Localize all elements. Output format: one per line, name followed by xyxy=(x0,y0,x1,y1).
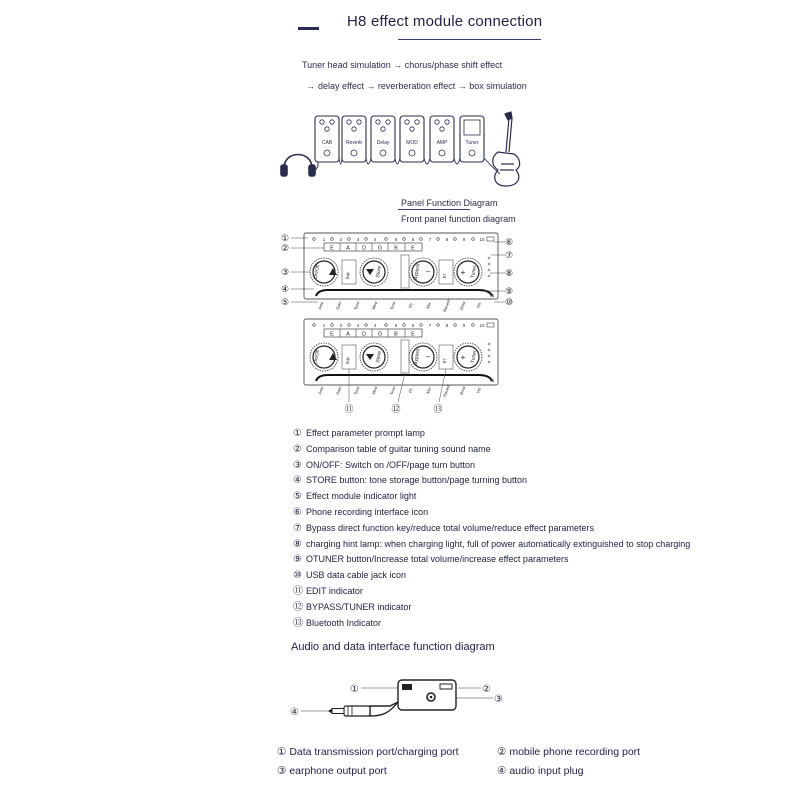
front-panel-subtitle: Front panel function diagram xyxy=(401,214,516,224)
legend-item xyxy=(293,489,690,505)
pedal-mod xyxy=(400,116,424,162)
port-desc-3: ③ earphone output port xyxy=(277,765,387,777)
knob-label: Mod xyxy=(370,385,379,395)
audio-interface-title: Audio and data interface function diagram xyxy=(291,641,495,653)
guitar-icon xyxy=(493,112,520,186)
lamp-number: 2 xyxy=(339,323,343,328)
callouts-right xyxy=(505,237,513,307)
string-label: D xyxy=(362,331,366,338)
lamp-number: 9 xyxy=(462,323,466,328)
pedal-label: Tuner xyxy=(465,140,479,146)
legend-text: BYPASS/TUNER indicator xyxy=(306,601,412,612)
pedal-reverb xyxy=(342,116,366,162)
knob-label: Tone xyxy=(352,300,361,311)
bt-label: BT xyxy=(441,272,448,279)
lamp-number: 8 xyxy=(445,237,449,242)
string-label: G xyxy=(377,245,383,252)
knob-label: Amp xyxy=(316,385,325,396)
callouts-bottom xyxy=(344,404,442,414)
lamp-number: 1 xyxy=(322,323,326,328)
callout-1: ① xyxy=(281,233,290,243)
lamp-number: 5 xyxy=(394,323,398,328)
string-label: E xyxy=(411,331,415,338)
string-label: E xyxy=(330,331,334,338)
legend-item xyxy=(293,426,690,442)
legend-number: ⑪ xyxy=(293,585,303,597)
legend-item xyxy=(293,442,690,458)
knob-label: Tone xyxy=(352,385,361,396)
pedal-label: Reverb xyxy=(345,140,363,146)
lamp-number: 10 xyxy=(479,237,485,242)
lamp-number: 6 xyxy=(411,237,415,242)
headphone-icon xyxy=(281,155,315,177)
pedal-label: Delay xyxy=(376,140,390,146)
title-underline xyxy=(398,39,541,40)
flow-line-1: Tuner head simulation → chorus/phase shift effect xyxy=(302,60,503,70)
pedal-chain-diagram xyxy=(278,108,528,190)
button-label: Bypass xyxy=(412,263,422,281)
function-legend xyxy=(293,426,690,631)
lamp-number: 7 xyxy=(428,237,432,242)
usb-icon: ⇆ xyxy=(490,293,495,299)
callout-13: ⑬ xyxy=(433,404,443,414)
legend-text: Effect module indicator light xyxy=(306,491,417,502)
knob-label: Vol xyxy=(475,302,482,309)
lamp-number: 5 xyxy=(394,237,398,242)
lamp-number: 8 xyxy=(445,323,449,328)
button-label: On/Off xyxy=(312,264,322,280)
legend-item xyxy=(293,600,690,616)
legend-text: Phone recording interface icon xyxy=(306,506,429,517)
knob-label: Mod xyxy=(370,300,379,310)
flow-arrow: → xyxy=(306,81,315,91)
bt-label: BT xyxy=(441,357,448,364)
knob-label: Gain xyxy=(334,385,343,396)
legend-text: EDIT indicator xyxy=(306,585,363,596)
knob-label: Fb xyxy=(407,302,414,309)
knob-label: Fb xyxy=(407,387,414,394)
port-desc-2: ② mobile phone recording port xyxy=(497,746,641,758)
audio-callout-3: ③ xyxy=(494,694,503,705)
legend-item xyxy=(293,473,690,489)
edit-label: Edit xyxy=(344,356,351,365)
panel-title-underline xyxy=(398,209,470,210)
svg-text:⇆: ⇆ xyxy=(490,378,495,384)
port-desc-1: ① Data transmission port/charging port xyxy=(277,746,459,758)
legend-item xyxy=(293,521,690,537)
button-label: Bypass xyxy=(412,348,422,366)
callout-10: ⑩ xyxy=(505,297,514,307)
callout-11: ⑪ xyxy=(344,404,354,414)
legend-item xyxy=(293,568,690,584)
knob-label: Rmix xyxy=(458,385,467,396)
legend-number: ⑫ xyxy=(293,601,303,613)
callout-6: ⑥ xyxy=(505,237,514,247)
legend-number: ⑧ xyxy=(293,538,302,550)
lamp-number: 10 xyxy=(479,323,485,328)
pedal-amp xyxy=(430,116,454,162)
panel-function-diagram xyxy=(278,230,523,420)
flow-line-2 xyxy=(306,81,527,91)
audio-callout-2: ② xyxy=(482,684,491,695)
button-label: Tuner xyxy=(469,349,479,364)
audio-interface-diagram xyxy=(290,672,520,732)
string-label: D xyxy=(362,245,366,252)
knob-label: Amp xyxy=(316,300,325,311)
callout-7: ⑦ xyxy=(505,250,514,260)
lamp-number: 2 xyxy=(339,237,343,242)
page-title: H8 effect module connection xyxy=(347,13,543,30)
legend-item xyxy=(293,616,690,632)
minus-glyph: – xyxy=(425,267,431,276)
legend-item xyxy=(293,458,690,474)
audio-callout-lines xyxy=(301,688,493,711)
flow-line-2-text: delay effect → reverberation effect → box simulation xyxy=(318,81,527,91)
legend-number: ⑬ xyxy=(293,617,303,629)
plus-glyph: + xyxy=(460,268,466,277)
string-label: E xyxy=(330,245,334,252)
lamp-number: 1 xyxy=(322,237,326,242)
audio-input-plug xyxy=(328,706,370,716)
string-label: B xyxy=(394,245,398,252)
callout-2: ② xyxy=(281,243,290,253)
legend-text: Effect parameter prompt lamp xyxy=(306,428,425,438)
callouts-left xyxy=(281,233,289,307)
pedal-label: AMP xyxy=(436,140,448,146)
knob-label: Reverb xyxy=(442,298,452,313)
pedal-cab xyxy=(315,116,339,162)
button-label: On/Off xyxy=(312,349,322,365)
knob-label: Mix xyxy=(425,386,433,395)
knob-label: Mix xyxy=(425,301,433,310)
legend-number: ⑨ xyxy=(293,554,302,566)
legend-number: ② xyxy=(293,443,302,455)
callout-9: ⑨ xyxy=(505,286,514,296)
knob-label: Reverb xyxy=(442,383,452,398)
lamp-number: 9 xyxy=(462,237,466,242)
knob-label: Rmix xyxy=(458,300,467,311)
legend-number: ⑤ xyxy=(293,491,302,503)
audio-callout-1: ① xyxy=(350,684,359,695)
string-label: E xyxy=(411,245,415,252)
legend-text: OTUNER button/Increase total volume/increase effect parameters xyxy=(306,554,569,565)
legend-number: ⑩ xyxy=(293,570,302,582)
legend-text: Bluetooth Indicator xyxy=(306,617,382,628)
title-accent-bar xyxy=(298,27,319,30)
lamp-number: 4 xyxy=(373,323,377,328)
edit-label: Edit xyxy=(344,271,351,280)
legend-number: ④ xyxy=(293,475,302,487)
button-label: Tuner xyxy=(469,264,479,279)
knob-label: Vol xyxy=(475,387,482,394)
legend-item xyxy=(293,505,690,521)
pedal-label: CAB xyxy=(321,140,333,146)
string-label: A xyxy=(346,331,350,338)
string-label: A xyxy=(346,245,350,252)
callout-5: ⑤ xyxy=(281,297,290,307)
lamp-number: 3 xyxy=(356,323,360,328)
legend-number: ① xyxy=(293,428,302,439)
lamp-number: 6 xyxy=(411,323,415,328)
knob-label: Gain xyxy=(334,300,343,311)
callout-4: ④ xyxy=(281,284,290,294)
legend-number: ⑦ xyxy=(293,522,302,534)
button-label: Store xyxy=(375,265,384,279)
string-label: B xyxy=(394,331,398,338)
lamp-number: 4 xyxy=(373,237,377,242)
transmitter-device xyxy=(370,680,456,716)
knob-labels xyxy=(317,298,482,313)
lamp-number: 3 xyxy=(356,237,360,242)
panel-function-title: Panel Function Diagram xyxy=(401,198,498,208)
knob-label: Tone xyxy=(388,300,397,311)
legend-text: charging hint lamp: when charging light, full of power automatically extinguished to stop charging xyxy=(306,538,691,549)
legend-text: STORE button: tone storage button/page turning button xyxy=(306,475,527,486)
callout-12: ⑫ xyxy=(391,404,401,414)
legend-item xyxy=(293,537,690,553)
audio-callout-4: ④ xyxy=(290,707,299,718)
audio-callouts xyxy=(290,684,503,718)
pedal-delay xyxy=(371,116,395,162)
button-label: Store xyxy=(375,350,384,364)
pedal-label: MOD xyxy=(406,140,418,146)
legend-text: Comparison table of guitar tuning sound name xyxy=(306,443,491,454)
legend-item xyxy=(293,584,690,600)
string-label: G xyxy=(377,331,383,338)
legend-number: ③ xyxy=(293,459,302,471)
legend-number: ⑥ xyxy=(293,506,302,518)
callout-3: ③ xyxy=(281,267,290,277)
data-port-icon xyxy=(402,684,412,690)
legend-text: USB data cable jack icon xyxy=(306,570,407,581)
legend-text: ON/OFF: Switch on /OFF/page turn button xyxy=(306,459,476,470)
legend-text: Bypass direct function key/reduce total volume/reduce effect parameters xyxy=(306,522,594,533)
svg-text:–: – xyxy=(425,352,431,361)
svg-text:+: + xyxy=(460,353,466,362)
pedal-tuner xyxy=(460,116,484,162)
lamp-number: 7 xyxy=(428,323,432,328)
knob-label: Tone xyxy=(388,385,397,396)
legend-item xyxy=(293,552,690,568)
callout-8: ⑧ xyxy=(505,268,514,278)
port-desc-4: ④ audio input plug xyxy=(497,765,584,777)
